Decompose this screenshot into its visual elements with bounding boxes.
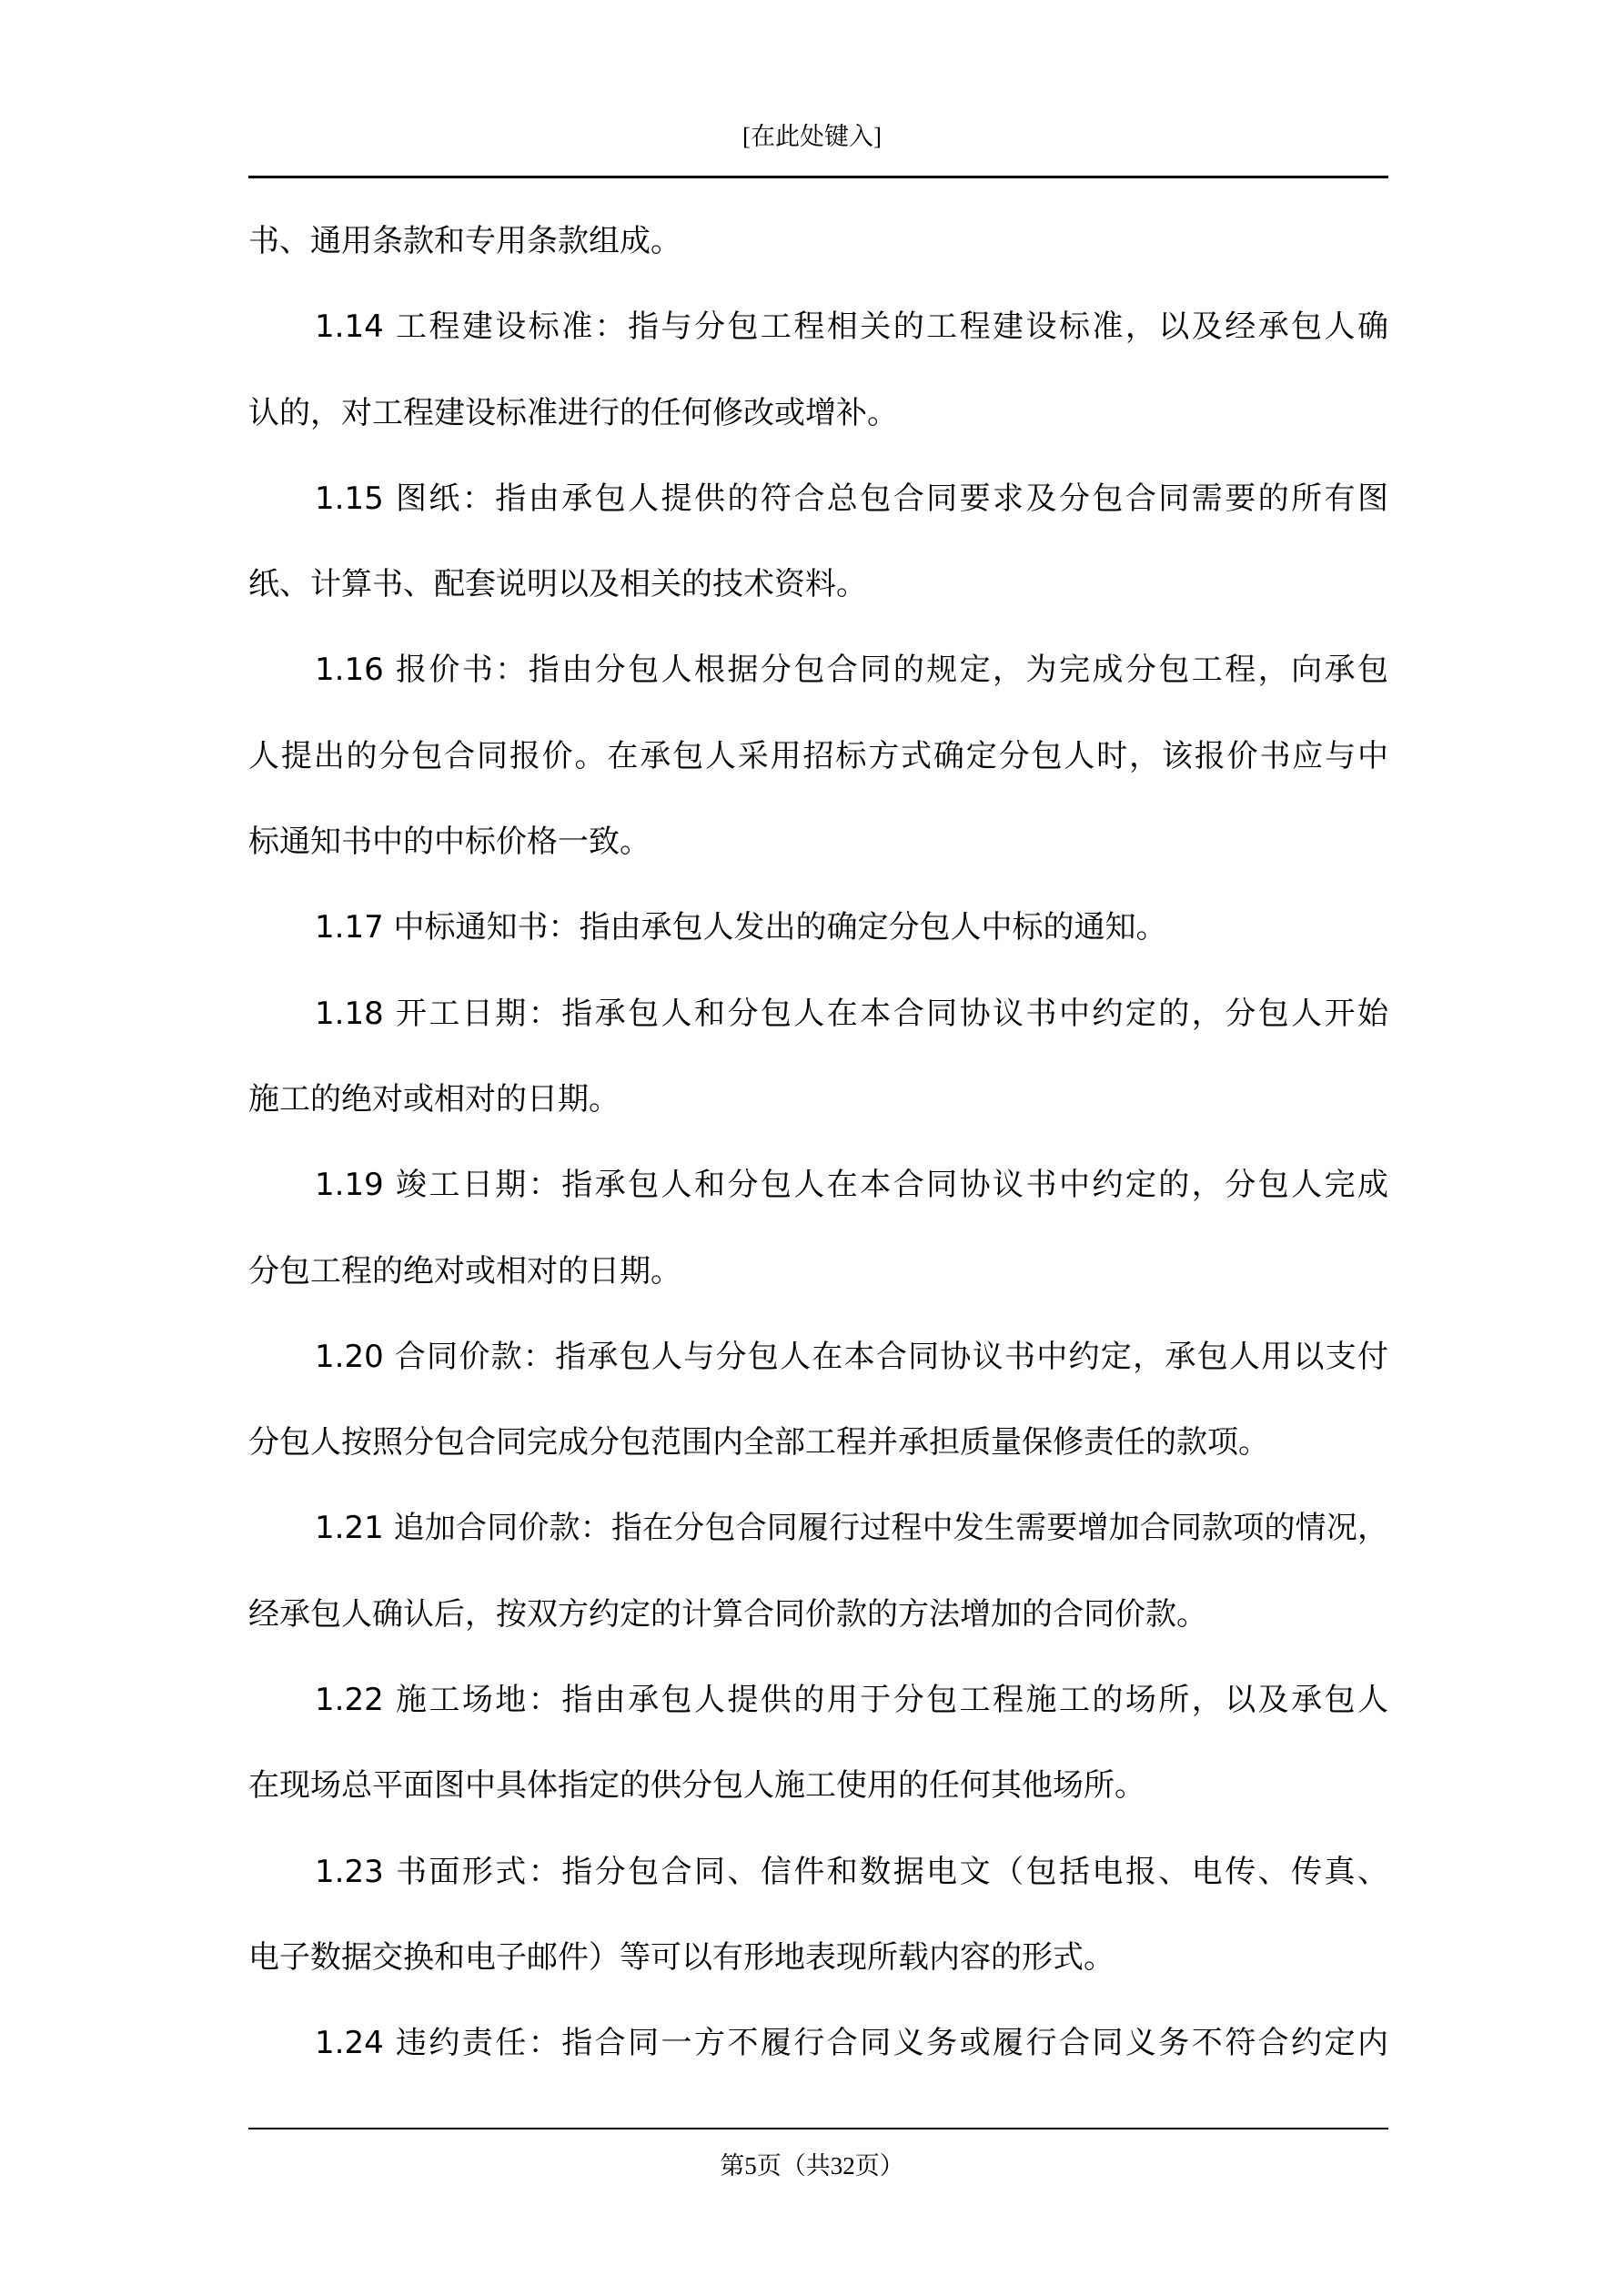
text-line: 在现场总平面图中具体指定的供分包人施工使用的任何其他场所。 [248, 1767, 1145, 1805]
text-line: 分包人按照分包合同完成分包范围内全部工程并承担质量保修责任的款项。 [248, 1424, 1269, 1462]
text-line: 1.22 施工场地：指由承包人提供的用于分包工程施工的场所，以及承包人 [315, 1682, 1388, 1719]
header-divider [248, 176, 1388, 178]
text-line: 认的，对工程建设标准进行的任何修改或增补。 [248, 394, 898, 431]
text-line: 标通知书中的中标价格一致。 [248, 824, 651, 861]
text-line: 1.19 竣工日期：指承包人和分包人在本合同协议书中约定的，分包人完成 [315, 1167, 1388, 1204]
text-line: 1.23 书面形式：指分包合同、信件和数据电文（包括电报、电传、传真、 [315, 1853, 1388, 1890]
text-line: 1.21 追加合同价款：指在分包合同履行过程中发生需要增加合同款项的情况， [315, 1510, 1388, 1547]
text-line: 1.18 开工日期：指承包人和分包人在本合同协议书中约定的，分包人开始 [315, 995, 1388, 1032]
text-line: 1.20 合同价款：指承包人与分包人在本合同协议书中约定，承包人用以支付 [315, 1338, 1388, 1375]
text-line: 1.14 工程建设标准：指与分包工程相关的工程建设标准，以及经承包人确 [315, 308, 1388, 346]
text-line: 电子数据交换和电子邮件）等可以有形地表现所载内容的形式。 [248, 1938, 1115, 1976]
text-line: 1.16 报价书：指由分包人根据分包合同的规定，为完成分包工程，向承包 [315, 652, 1388, 689]
text-line: 1.15 图纸：指由承包人提供的符合总包合同要求及分包合同需要的所有图 [315, 480, 1388, 517]
text-line: 分包工程的绝对或相对的日期。 [248, 1252, 681, 1290]
text-line: 纸、计算书、配套说明以及相关的技术资料。 [248, 566, 867, 603]
text-line: 施工的绝对或相对的日期。 [248, 1080, 620, 1118]
text-line: 人提出的分包合同报价。在承包人采用招标方式确定分包人时，该报价书应与中 [248, 737, 1388, 774]
text-line: 1.17 中标通知书：指由承包人发出的确定分包人中标的通知。 [315, 909, 1167, 946]
document-body [248, 198, 1388, 2087]
page-header: [在此处键入] [742, 123, 882, 150]
footer-divider [248, 2128, 1388, 2129]
page-footer: 第5页（共32页） [720, 2152, 904, 2180]
text-line: 1.24 违约责任：指合同一方不履行合同义务或履行合同义务不符合约定内 [315, 2025, 1388, 2062]
text-line: 经承包人确认后，按双方约定的计算合同价款的方法增加的合同价款。 [248, 1595, 1207, 1633]
text-line: 书、通用条款和专用条款组成。 [248, 223, 681, 259]
